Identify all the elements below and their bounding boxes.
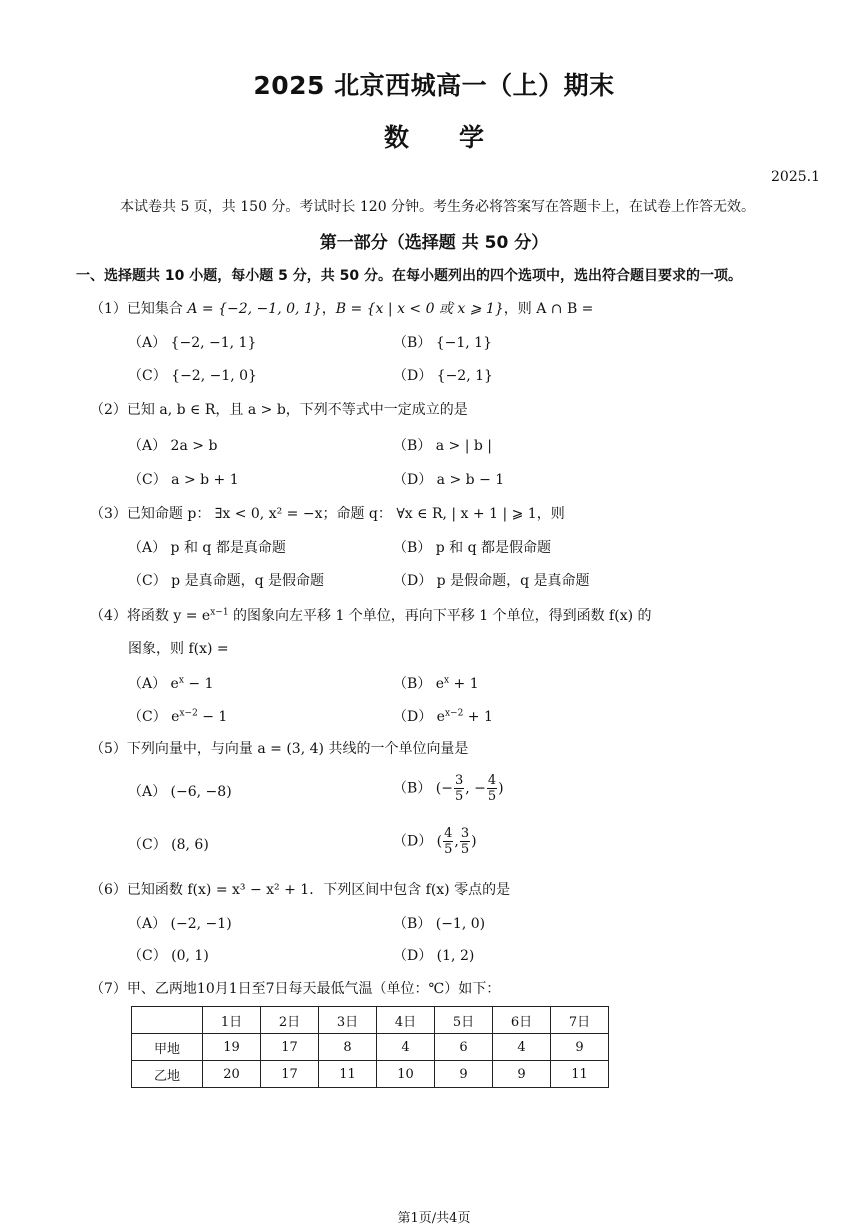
exponent: x−1 — [210, 607, 229, 618]
q1-option-b: （B） {−1, 1} — [393, 335, 492, 351]
question-7-stem — [90, 978, 500, 998]
option-tail: − 1 — [183, 676, 214, 692]
option-text: （A） e — [128, 676, 179, 692]
table-cell: 4 — [493, 1034, 551, 1061]
exam-date: 2025.1 — [771, 169, 820, 185]
table-header-cell: 1日 — [203, 1007, 261, 1034]
subject-title: 数 学 — [383, 123, 484, 152]
q5-option-c: （C） (8, 6) — [128, 837, 209, 853]
question-number: （2） — [90, 402, 127, 418]
question-2-stem — [90, 399, 468, 419]
stem-text: 将函数 y = e — [126, 608, 211, 624]
table-cell: 11 — [319, 1061, 377, 1088]
stem-ask: ，则 A ∩ B = — [503, 301, 594, 317]
option-label: （D） ( — [393, 833, 443, 850]
table-header-row — [132, 1007, 609, 1034]
table-cell: 17 — [261, 1061, 319, 1088]
denominator: 5 — [460, 842, 470, 857]
question-3-stem — [90, 503, 565, 523]
q3-option-a: （A） p 和 q 都是真命题 — [128, 540, 286, 556]
stem-sep: ， — [321, 301, 336, 317]
fraction — [487, 773, 497, 804]
q3-option-b: （B） p 和 q 都是假命题 — [393, 540, 552, 556]
table-header-cell — [132, 1007, 203, 1034]
temperature-table — [131, 1006, 609, 1088]
question-number: （4） — [90, 608, 127, 624]
table-cell: 10 — [377, 1061, 435, 1088]
table-cell: 6 — [435, 1034, 493, 1061]
question-6-stem — [90, 879, 510, 899]
table-row — [132, 1061, 609, 1088]
fraction — [454, 773, 464, 804]
q5-option-d — [393, 826, 477, 857]
q1-option-c: （C） {−2, −1, 0} — [128, 368, 257, 384]
q6-option-c: （C） (0, 1) — [128, 948, 209, 964]
close-paren: ) — [471, 833, 477, 850]
page-footer: 第1页/共4页 — [397, 1211, 471, 1226]
close-paren: ) — [498, 780, 504, 797]
question-5-stem — [90, 738, 468, 758]
table-header-cell: 3日 — [319, 1007, 377, 1034]
fraction — [443, 826, 453, 857]
stem-text: 已知命题 p： ∃x < 0, x² = −x；命题 q： ∀x ∈ R, | x + 1 | ⩾ 1，则 — [126, 506, 565, 522]
question-4-stem-line2: 图象，则 f(x) = — [128, 641, 229, 657]
table-cell: 9 — [435, 1061, 493, 1088]
table-cell: 甲地 — [132, 1034, 203, 1061]
q5-option-b — [393, 773, 504, 804]
question-number: （5） — [90, 741, 127, 757]
question-4-stem — [90, 605, 652, 625]
table-cell: 9 — [551, 1034, 609, 1061]
exam-notice: 本试卷共 5 页，共 150 分。考试时长 120 分钟。考生务必将答案写在答题卡上，在试卷上作答无效。 — [120, 199, 756, 215]
question-number: （3） — [90, 506, 127, 522]
q2-option-b: （B） a > | b | — [393, 438, 493, 454]
table-header-cell: 4日 — [377, 1007, 435, 1034]
denominator: 5 — [454, 789, 464, 804]
table-header-cell: 2日 — [261, 1007, 319, 1034]
denominator: 5 — [444, 842, 453, 857]
numerator: 3 — [454, 773, 464, 788]
numerator: 4 — [444, 826, 453, 841]
q4-option-c — [128, 706, 227, 726]
exponent: x−2 — [179, 708, 198, 719]
stem-text: 下列向量中，与向量 a = (3, 4) 共线的一个单位向量是 — [126, 741, 469, 757]
set-b: B = {x | x < 0 或 x ⩾ 1} — [335, 301, 504, 317]
table-cell: 17 — [261, 1034, 319, 1061]
q6-option-d: （D） (1, 2) — [393, 948, 475, 964]
q2-option-d: （D） a > b − 1 — [393, 472, 505, 488]
stem-text-post: 的图象向左平移 1 个单位，再向下平移 1 个单位，得到函数 f(x) 的 — [228, 608, 652, 624]
option-tail: + 1 — [449, 676, 479, 692]
exam-title: 2025 北京西城高一（上）期末 — [253, 71, 615, 100]
part-heading: 第一部分（选择题 共 50 分） — [319, 233, 549, 253]
q6-option-a: （A） (−2, −1) — [128, 916, 232, 932]
table-header-cell: 7日 — [551, 1007, 609, 1034]
table-cell: 乙地 — [132, 1061, 203, 1088]
q5-option-a: （A） (−6, −8) — [128, 784, 232, 800]
set-a: A = {−2, −1, 0, 1} — [187, 301, 322, 317]
q3-option-d: （D） p 是假命题，q 是真命题 — [393, 573, 590, 589]
q4-option-a — [128, 673, 213, 693]
exponent: x — [444, 675, 450, 686]
section-heading: 一、选择题共 10 小题，每小题 5 分，共 50 分。在每小题列出的四个选项中，选出符合题目要求的一项。 — [76, 268, 742, 284]
separator: , — [454, 833, 459, 850]
table-cell: 9 — [493, 1061, 551, 1088]
q6-option-b: （B） (−1, 0) — [393, 916, 486, 932]
fraction — [460, 826, 470, 857]
table-header-cell: 6日 — [493, 1007, 551, 1034]
table-cell: 4 — [377, 1034, 435, 1061]
question-number: （1） — [90, 301, 127, 317]
table-header-cell: 5日 — [435, 1007, 493, 1034]
q2-option-c: （C） a > b + 1 — [128, 472, 239, 488]
table-cell: 19 — [203, 1034, 261, 1061]
numerator: 3 — [460, 826, 470, 841]
option-text: （B） e — [393, 676, 445, 692]
q4-option-b — [393, 673, 479, 693]
table-row — [132, 1034, 609, 1061]
option-text: （C） e — [128, 709, 180, 725]
table-cell: 11 — [551, 1061, 609, 1088]
option-tail: + 1 — [463, 709, 493, 725]
separator: , − — [465, 780, 486, 797]
stem-text: 已知 a, b ∈ R，且 a > b，下列不等式中一定成立的是 — [126, 402, 468, 418]
option-label: （B） (− — [393, 780, 453, 797]
numerator: 4 — [487, 773, 497, 788]
stem-text: 甲、乙两地10月1日至7日每天最低气温（单位：℃）如下： — [126, 981, 501, 997]
denominator: 5 — [487, 789, 497, 804]
exponent: x — [178, 675, 184, 686]
q1-option-d: （D） {−2, 1} — [393, 368, 493, 384]
table-cell: 20 — [203, 1061, 261, 1088]
exponent: x−2 — [444, 708, 464, 719]
q3-option-c: （C） p 是真命题，q 是假命题 — [128, 573, 324, 589]
q2-option-a: （A） 2a > b — [128, 438, 218, 454]
question-number: （7） — [90, 981, 127, 997]
q1-option-a: （A） {−2, −1, 1} — [128, 335, 257, 351]
option-text: （D） e — [393, 709, 445, 725]
question-1-stem — [90, 298, 593, 318]
question-number: （6） — [90, 882, 127, 898]
stem-text: 已知集合 — [126, 301, 188, 317]
stem-text: 已知函数 f(x) = x³ − x² + 1．下列区间中包含 f(x) 零点的是 — [126, 882, 511, 898]
table-cell: 8 — [319, 1034, 377, 1061]
q4-option-d — [393, 706, 493, 726]
option-tail: − 1 — [197, 709, 228, 725]
